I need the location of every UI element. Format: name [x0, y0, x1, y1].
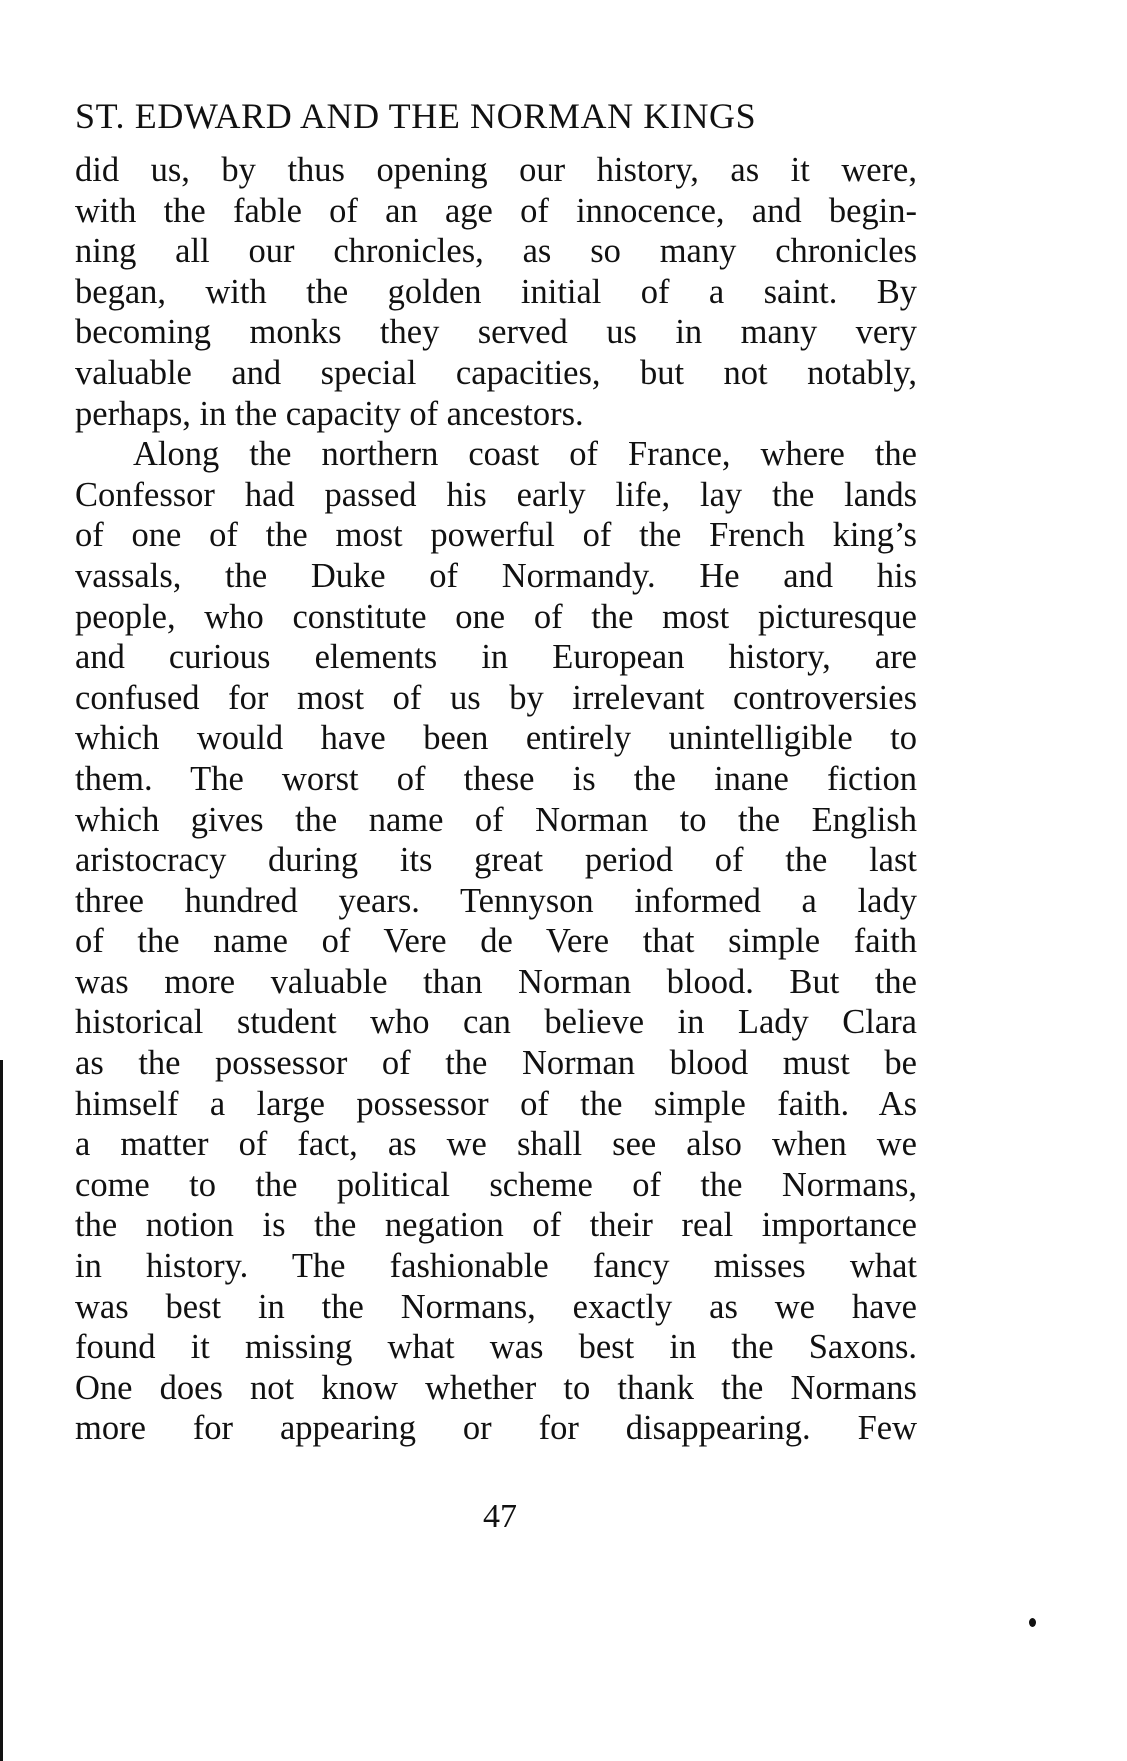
text-line: confused for most of us by irrelevant controversies: [75, 678, 917, 717]
text-line: which would have been entirely unintelligible to: [75, 719, 917, 758]
text-line: Along the northern coast of France, where the: [133, 435, 917, 474]
text-line: One does not know whether to thank the Normans: [75, 1368, 917, 1407]
text-line: them. The worst of these is the inane fiction: [75, 759, 917, 798]
scan-speck: [1029, 1618, 1036, 1627]
text-line: of one of the most powerful of the French king’s: [75, 516, 917, 555]
text-line: ning all our chronicles, as so many chronicles: [75, 232, 917, 271]
text-line: valuable and special capacities, but not notably,: [75, 353, 917, 392]
body-text: [75, 150, 917, 1449]
page-number: 47: [483, 1498, 517, 1535]
text-line: which gives the name of Norman to the English: [75, 800, 917, 839]
text-line: in history. The fashionable fancy misses what: [75, 1247, 917, 1286]
text-line: of the name of Vere de Vere that simple faith: [75, 922, 917, 961]
text-line: as the possessor of the Norman blood must be: [75, 1044, 917, 1083]
text-line: the notion is the negation of their real importance: [75, 1206, 917, 1245]
text-line: and curious elements in European history, are: [75, 638, 917, 677]
text-line: Confessor had passed his early life, lay the lands: [75, 475, 917, 514]
text-line: aristocracy during its great period of the last: [75, 841, 917, 880]
text-line: perhaps, in the capacity of ancestors.: [75, 394, 584, 433]
running-head: ST. EDWARD AND THE NORMAN KINGS: [75, 96, 757, 136]
text-line: was more valuable than Norman blood. But the: [75, 962, 917, 1001]
text-line: more for appearing or for disappearing. Few: [75, 1409, 917, 1448]
text-line: come to the political scheme of the Normans,: [75, 1165, 917, 1204]
text-line: did us, by thus opening our history, as it were,: [75, 151, 917, 189]
scan-edge-shadow: [0, 1060, 3, 1761]
text-line: began, with the golden initial of a saint. By: [75, 272, 917, 311]
text-line: himself a large possessor of the simple faith. As: [75, 1084, 917, 1123]
text-line: historical student who can believe in Lady Clara: [75, 1003, 917, 1042]
text-line: three hundred years. Tennyson informed a lady: [75, 881, 917, 920]
text-line: becoming monks they served us in many very: [75, 313, 917, 352]
text-line: found it missing what was best in the Saxons.: [75, 1328, 917, 1367]
text-line: vassals, the Duke of Normandy. He and his: [75, 556, 917, 595]
text-line: people, who constitute one of the most picturesque: [75, 597, 917, 636]
text-line: a matter of fact, as we shall see also when we: [75, 1125, 917, 1164]
text-line: was best in the Normans, exactly as we have: [75, 1287, 917, 1326]
text-line: with the fable of an age of innocence, and begin-: [75, 191, 917, 230]
